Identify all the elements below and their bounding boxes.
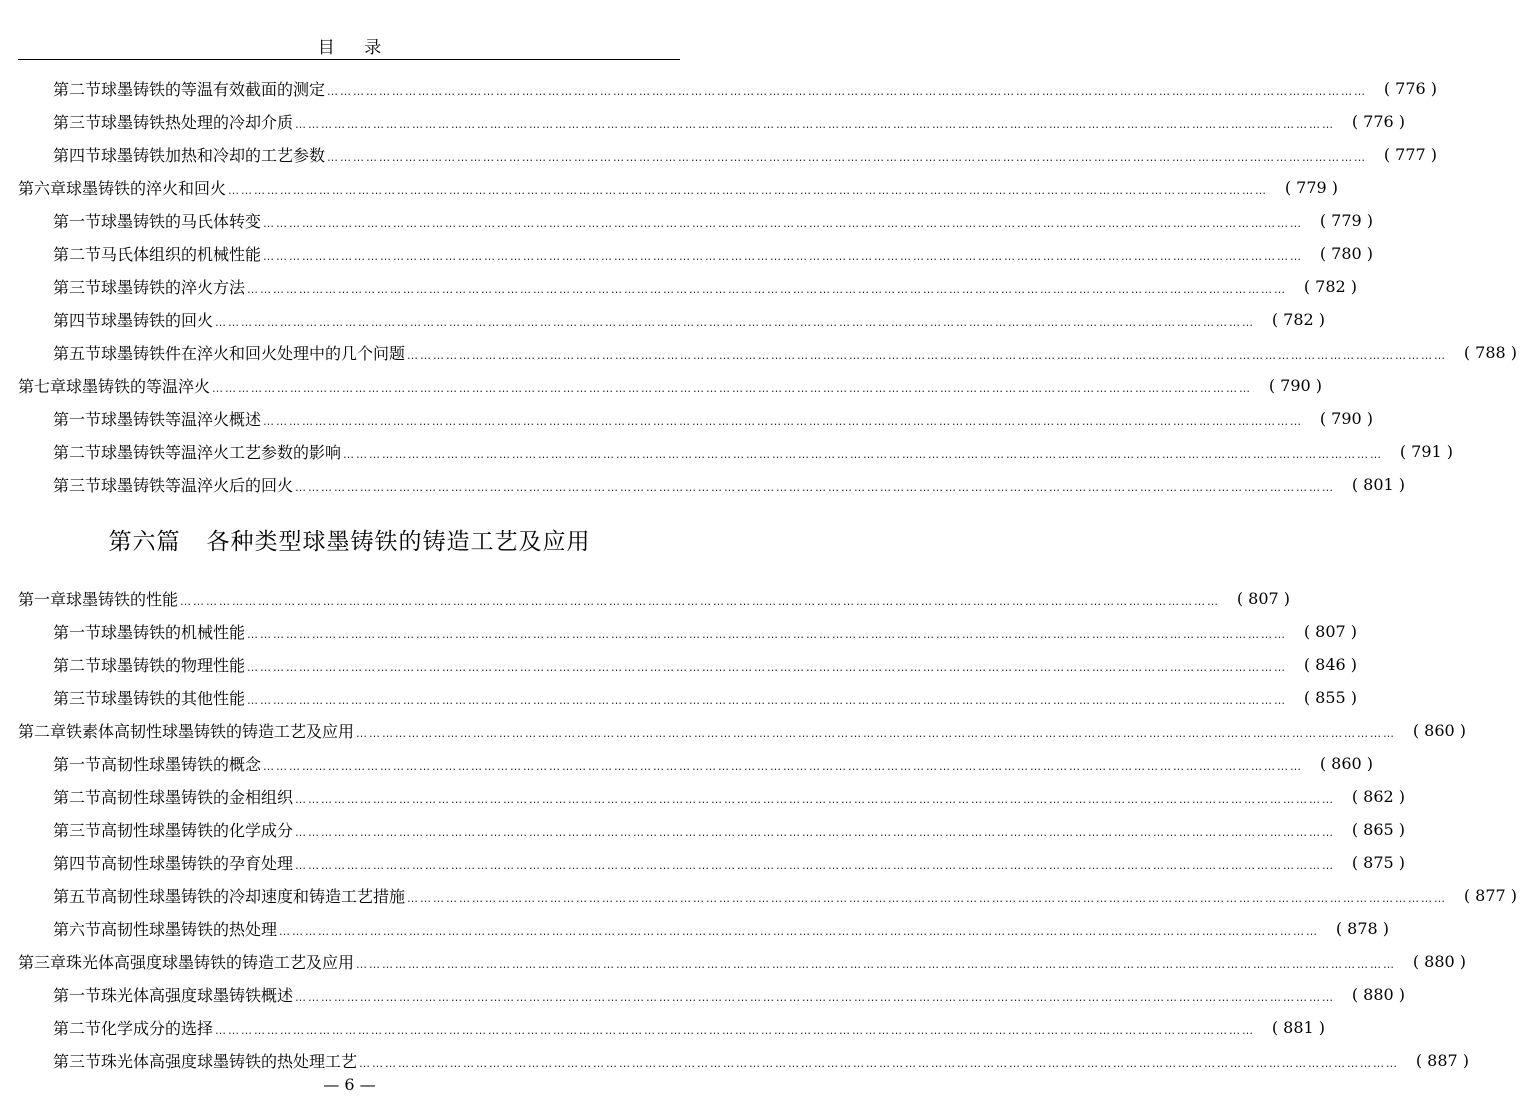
- dot-leader: ……………………………………………………………………………………………………………………………………………………………………………………………………………………: [263, 216, 1304, 230]
- dot-leader: ……………………………………………………………………………………………………………………………………………………………………………………………………………………: [295, 825, 1336, 839]
- toc-entry-number: 第三节: [53, 475, 102, 495]
- toc-entry-title: 球墨铸铁的其他性能: [101, 688, 246, 708]
- toc-entry-section: [0, 339, 1518, 365]
- toc-entry-number: 第二章: [18, 721, 67, 741]
- toc-entry-page: ( 880 ): [1351, 984, 1406, 1004]
- part-title: [0, 523, 699, 556]
- toc-entry-number: 第七章: [18, 376, 67, 396]
- toc-entry-chapter: [0, 372, 1323, 398]
- toc-entry-section: [0, 882, 1518, 908]
- dot-leader: ……………………………………………………………………………………………………………………………………………………………………………………………………………………: [247, 660, 1288, 674]
- toc-entry-page: ( 862 ): [1351, 786, 1406, 806]
- toc-entry-section: [0, 783, 1406, 809]
- part-number: 第六篇: [108, 529, 181, 555]
- dot-leader: ……………………………………………………………………………………………………………………………………………………………………………………………………………………: [295, 480, 1336, 494]
- toc-entry-page: ( 860 ): [1412, 720, 1467, 740]
- toc-entry-section: [0, 1047, 1470, 1073]
- toc-entry-title: 球墨铸铁件在淬火和回火处理中的几个问题: [101, 343, 406, 363]
- toc-entry-number: 第四节: [53, 310, 102, 330]
- toc-entry-title: 球墨铸铁等温淬火概述: [101, 409, 262, 429]
- toc-entry-number: 第三节: [53, 688, 102, 708]
- dot-leader: ……………………………………………………………………………………………………………………………………………………………………………………………………………………: [212, 381, 1253, 395]
- toc-entry-page: ( 788 ): [1463, 342, 1518, 362]
- toc-entry-section: [0, 750, 1374, 776]
- toc-entry-page: ( 807 ): [1303, 621, 1358, 641]
- dot-leader: ……………………………………………………………………………………………………………………………………………………………………………………………………………………: [263, 759, 1304, 773]
- dot-leader: ……………………………………………………………………………………………………………………………………………………………………………………………………………………: [407, 348, 1448, 362]
- toc-entry-page: ( 782 ): [1303, 276, 1358, 296]
- toc-entry-number: 第一节: [53, 211, 102, 231]
- toc-entry-page: ( 807 ): [1236, 588, 1291, 608]
- toc-entry-title: 化学成分的选择: [101, 1018, 214, 1038]
- toc-entry-title: 球墨铸铁的回火: [101, 310, 214, 330]
- toc-entry-title: 球墨铸铁的淬火方法: [101, 277, 246, 297]
- toc-entry-page: ( 878 ): [1335, 918, 1390, 938]
- dot-leader: ……………………………………………………………………………………………………………………………………………………………………………………………………………………: [295, 117, 1336, 131]
- toc-entry-section: [0, 240, 1374, 266]
- toc-entry-page: ( 790 ): [1319, 408, 1374, 428]
- toc-entry-title: 珠光体高强度球墨铸铁的热处理工艺: [101, 1051, 358, 1071]
- toc-entry-chapter: [0, 948, 1467, 974]
- dot-leader: ……………………………………………………………………………………………………………………………………………………………………………………………………………………: [295, 858, 1336, 872]
- toc-entry-title: 马氏体组织的机械性能: [101, 244, 262, 264]
- toc-entry-number: 第二节: [53, 1018, 102, 1038]
- toc-entry-page: ( 860 ): [1319, 753, 1374, 773]
- toc-entry-page: ( 846 ): [1303, 654, 1358, 674]
- toc-entry-number: 第一节: [53, 622, 102, 642]
- toc-entry-title: 球墨铸铁等温淬火工艺参数的影响: [101, 442, 342, 462]
- toc-entry-page: ( 881 ): [1271, 1017, 1326, 1037]
- toc-entry-chapter: [0, 717, 1467, 743]
- toc-entry-title: 高韧性球墨铸铁的孕育处理: [101, 853, 294, 873]
- toc-entry-title: 高韧性球墨铸铁的冷却速度和铸造工艺措施: [101, 886, 406, 906]
- toc-entry-section: [0, 75, 1438, 101]
- toc-entry-page: ( 791 ): [1399, 441, 1454, 461]
- header-rule: [18, 59, 680, 60]
- dot-leader: ……………………………………………………………………………………………………………………………………………………………………………………………………………………: [263, 414, 1304, 428]
- toc-entry-number: 第三节: [53, 277, 102, 297]
- toc-entry-number: 第一节: [53, 754, 102, 774]
- toc-entry-title: 高韧性球墨铸铁的热处理: [101, 919, 278, 939]
- toc-entry-section: [0, 405, 1374, 431]
- toc-entry-section: [0, 684, 1358, 710]
- toc-entry-number: 第三章: [18, 952, 67, 972]
- toc-entry-title: 球墨铸铁的淬火和回火: [66, 178, 227, 198]
- dot-leader: ……………………………………………………………………………………………………………………………………………………………………………………………………………………: [295, 990, 1336, 1004]
- toc-entry-page: ( 887 ): [1415, 1050, 1470, 1070]
- toc-entry-section: [0, 816, 1406, 842]
- toc-entry-title: 球墨铸铁加热和冷却的工艺参数: [101, 145, 326, 165]
- toc-entry-title: 高韧性球墨铸铁的金相组织: [101, 787, 294, 807]
- dot-leader: ……………………………………………………………………………………………………………………………………………………………………………………………………………………: [215, 315, 1256, 329]
- toc-entry-number: 第六章: [18, 178, 67, 198]
- toc-entry-page: ( 779 ): [1319, 210, 1374, 230]
- toc-entry-section: [0, 1014, 1326, 1040]
- toc-entry-title: 球墨铸铁的等温有效截面的测定: [101, 79, 326, 99]
- dot-leader: ……………………………………………………………………………………………………………………………………………………………………………………………………………………: [295, 792, 1336, 806]
- dot-leader: ……………………………………………………………………………………………………………………………………………………………………………………………………………………: [263, 249, 1304, 263]
- dot-leader: ……………………………………………………………………………………………………………………………………………………………………………………………………………………: [343, 447, 1384, 461]
- toc-entry-page: ( 880 ): [1412, 951, 1467, 971]
- toc-entry-title: 球墨铸铁的等温淬火: [66, 376, 211, 396]
- toc-entry-page: ( 877 ): [1463, 885, 1518, 905]
- toc-entry-section: [0, 915, 1390, 941]
- toc-entry-title: 珠光体高强度球墨铸铁概述: [101, 985, 294, 1005]
- dot-leader: ……………………………………………………………………………………………………………………………………………………………………………………………………………………: [356, 957, 1397, 971]
- toc-entry-page: ( 782 ): [1271, 309, 1326, 329]
- toc-entry-title: 球墨铸铁的马氏体转变: [101, 211, 262, 231]
- toc-entry-page: ( 875 ): [1351, 852, 1406, 872]
- toc-entry-title: 球墨铸铁的物理性能: [101, 655, 246, 675]
- dot-leader: ……………………………………………………………………………………………………………………………………………………………………………………………………………………: [327, 150, 1368, 164]
- toc-entry-section: [0, 438, 1454, 464]
- toc-entry-page: ( 855 ): [1303, 687, 1358, 707]
- dot-leader: ……………………………………………………………………………………………………………………………………………………………………………………………………………………: [359, 1056, 1400, 1070]
- toc-entry-section: [0, 471, 1406, 497]
- toc-entry-title: 高韧性球墨铸铁的概念: [101, 754, 262, 774]
- toc-entry-page: ( 779 ): [1284, 177, 1339, 197]
- toc-entry-page: ( 776 ): [1383, 78, 1438, 98]
- toc-entry-title: 球墨铸铁的性能: [66, 589, 179, 609]
- dot-leader: ……………………………………………………………………………………………………………………………………………………………………………………………………………………: [215, 1023, 1256, 1037]
- toc-entry-number: 第一节: [53, 985, 102, 1005]
- toc-entry-page: ( 777 ): [1383, 144, 1438, 164]
- toc-entry-chapter: [0, 174, 1339, 200]
- toc-entry-number: 第五节: [53, 886, 102, 906]
- toc-entry-number: 第三节: [53, 1051, 102, 1071]
- toc-entry-number: 第三节: [53, 820, 102, 840]
- dot-leader: ……………………………………………………………………………………………………………………………………………………………………………………………………………………: [180, 594, 1221, 608]
- toc-entry-title: 珠光体高强度球墨铸铁的铸造工艺及应用: [66, 952, 355, 972]
- toc-entry-number: 第二节: [53, 244, 102, 264]
- toc-entry-section: [0, 108, 1406, 134]
- toc-entry-section: [0, 141, 1438, 167]
- toc-entry-number: 第六节: [53, 919, 102, 939]
- dot-leader: ……………………………………………………………………………………………………………………………………………………………………………………………………………………: [327, 84, 1368, 98]
- dot-leader: ……………………………………………………………………………………………………………………………………………………………………………………………………………………: [279, 924, 1320, 938]
- toc-entry-number: 第二节: [53, 787, 102, 807]
- toc-entry-page: ( 776 ): [1351, 111, 1406, 131]
- toc-entry-number: 第二节: [53, 79, 102, 99]
- toc-entry-number: 第四节: [53, 853, 102, 873]
- page-number: — 6 —: [323, 1075, 376, 1094]
- toc-entry-section: [0, 849, 1406, 875]
- toc-entry-page: ( 780 ): [1319, 243, 1374, 263]
- toc-entry-number: 第五节: [53, 343, 102, 363]
- toc-entry-section: [0, 981, 1406, 1007]
- toc-entry-section: [0, 618, 1358, 644]
- toc-entry-section: [0, 306, 1326, 332]
- toc-entry-number: 第二节: [53, 442, 102, 462]
- toc-entry-number: 第三节: [53, 112, 102, 132]
- part-name: 各种类型球墨铸铁的铸造工艺及应用: [206, 529, 591, 555]
- dot-leader: ……………………………………………………………………………………………………………………………………………………………………………………………………………………: [247, 282, 1288, 296]
- toc-entry-number: 第四节: [53, 145, 102, 165]
- dot-leader: ……………………………………………………………………………………………………………………………………………………………………………………………………………………: [247, 627, 1288, 641]
- toc-entry-number: 第一节: [53, 409, 102, 429]
- dot-leader: ……………………………………………………………………………………………………………………………………………………………………………………………………………………: [228, 183, 1269, 197]
- toc-entry-page: ( 790 ): [1268, 375, 1323, 395]
- dot-leader: ……………………………………………………………………………………………………………………………………………………………………………………………………………………: [247, 693, 1288, 707]
- toc-entry-title: 高韧性球墨铸铁的化学成分: [101, 820, 294, 840]
- toc-entry-title: 球墨铸铁热处理的冷却介质: [101, 112, 294, 132]
- toc-entry-chapter: [0, 585, 1291, 611]
- toc-entry-page: ( 801 ): [1351, 474, 1406, 494]
- toc-entry-number: 第二节: [53, 655, 102, 675]
- toc-entry-number: 第一章: [18, 589, 67, 609]
- toc-entry-section: [0, 207, 1374, 233]
- toc-entry-page: ( 865 ): [1351, 819, 1406, 839]
- page-header: 目 录: [317, 38, 394, 58]
- dot-leader: ……………………………………………………………………………………………………………………………………………………………………………………………………………………: [356, 726, 1397, 740]
- toc-entry-section: [0, 273, 1358, 299]
- toc-entry-title: 球墨铸铁等温淬火后的回火: [101, 475, 294, 495]
- toc-entry-section: [0, 651, 1358, 677]
- toc-entry-title: 铁素体高韧性球墨铸铁的铸造工艺及应用: [66, 721, 355, 741]
- toc-entry-title: 球墨铸铁的机械性能: [101, 622, 246, 642]
- dot-leader: ……………………………………………………………………………………………………………………………………………………………………………………………………………………: [407, 891, 1448, 905]
